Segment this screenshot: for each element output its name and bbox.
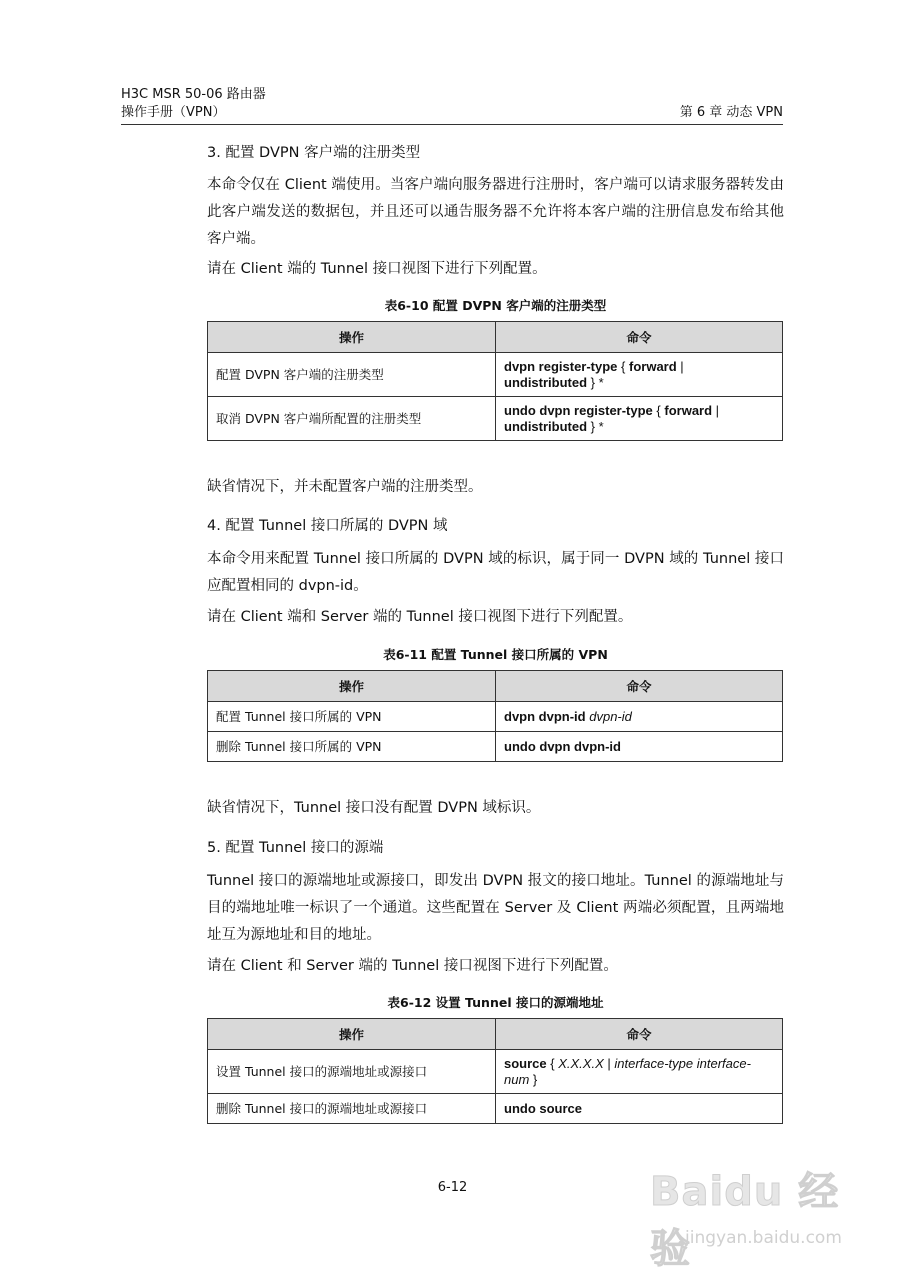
operation-cell: 配置 DVPN 客户端的注册类型: [208, 353, 496, 397]
operation-cell: 取消 DVPN 客户端所配置的注册类型: [208, 397, 496, 441]
header-rule: [121, 124, 783, 125]
table-header-row: [208, 671, 783, 702]
table-header-row: [208, 322, 783, 353]
table-row: [208, 353, 783, 397]
table-row: [208, 732, 783, 762]
command-syntax: |: [603, 1055, 615, 1071]
chapter-title: 第 6 章 动态 VPN: [679, 105, 783, 120]
command-keyword: forward: [664, 402, 713, 418]
table-row: [208, 397, 783, 441]
command-keyword: source: [504, 1055, 547, 1071]
command-syntax: }: [529, 1071, 538, 1087]
column-header-command: 命令: [496, 1019, 783, 1050]
command-argument: dvpn-id: [589, 708, 632, 724]
command-argument: interface-type interface-num: [504, 1055, 751, 1087]
table-6-11-caption: 表6-11 配置 Tunnel 接口所属的 VPN: [383, 647, 608, 662]
table-6-12-caption: 表6-12 设置 Tunnel 接口的源端地址: [387, 995, 604, 1010]
command-cell: [496, 1094, 783, 1124]
running-header-left: [121, 86, 266, 122]
column-header-operation: 操作: [208, 1019, 496, 1050]
section-4-default-note: 缺省情况下，Tunnel 接口没有配置 DVPN 域标识。: [207, 800, 541, 816]
command-cell: [496, 1050, 783, 1094]
operation-cell: 删除 Tunnel 接口所属的 VPN: [208, 732, 496, 762]
section-4-heading: 4. 配置 Tunnel 接口所属的 DVPN 域: [207, 518, 448, 534]
command-syntax: {: [652, 402, 665, 418]
section-5-heading: 5. 配置 Tunnel 接口的源端: [207, 840, 384, 856]
command-cell: [496, 397, 783, 441]
table-row: [208, 1050, 783, 1094]
page-number: 6-12: [437, 1180, 468, 1195]
table-header-row: [208, 1019, 783, 1050]
section-3-paragraph-1: 本命令仅在 Client 端使用。当客户端向服务器进行注册时，客户端可以请求服务器转发由此客户端发送的数据包，并且还可以通告服务器不允许将本客户端的注册信息发布给其他客户端。: [207, 177, 784, 247]
table-row: [208, 702, 783, 732]
table-6-10: [207, 321, 783, 441]
command-syntax: |: [712, 402, 720, 418]
section-5-paragraph-1: Tunnel 接口的源端地址或源接口，即发出 DVPN 报文的接口地址。Tunnel 的源端地址与目的端地址唯一标识了一个通道。这些配置在 Server 及 Client 两端必须配置，且两端地址互为源地址和目的地址。: [207, 873, 784, 943]
command-keyword: dvpn register-type: [504, 358, 618, 374]
section-4-paragraph-1: 本命令用来配置 Tunnel 接口所属的 DVPN 域的标识，属于同一 DVPN 域的 Tunnel 接口应配置相同的 dvpn-id。: [207, 551, 784, 594]
watermark-url: jingyan.baidu.com: [685, 1228, 842, 1248]
table-row: [208, 1094, 783, 1124]
operation-cell: 设置 Tunnel 接口的源端地址或源接口: [208, 1050, 496, 1094]
operation-cell: 删除 Tunnel 接口的源端地址或源接口: [208, 1094, 496, 1124]
product-name: H3C MSR 50-06 路由器: [121, 87, 266, 102]
command-cell: [496, 732, 783, 762]
command-keyword: undistributed: [504, 374, 588, 390]
command-argument: X.X.X.X: [558, 1055, 604, 1071]
section-3-heading: 3. 配置 DVPN 客户端的注册类型: [207, 145, 421, 161]
table-6-11: [207, 670, 783, 762]
section-5-paragraph-2: 请在 Client 和 Server 端的 Tunnel 接口视图下进行下列配置。: [207, 958, 618, 974]
table-6-10-caption: 表6-10 配置 DVPN 客户端的注册类型: [384, 298, 607, 313]
column-header-command: 命令: [496, 322, 783, 353]
manual-name: 操作手册（VPN）: [121, 105, 226, 120]
section-3-paragraph-2: 请在 Client 端的 Tunnel 接口视图下进行下列配置。: [207, 261, 547, 277]
command-keyword: forward: [629, 358, 677, 374]
command-syntax: {: [546, 1055, 559, 1071]
command-cell: [496, 702, 783, 732]
section-3-default-note: 缺省情况下，并未配置客户端的注册类型。: [207, 479, 483, 495]
column-header-command: 命令: [496, 671, 783, 702]
command-syntax: } *: [587, 374, 604, 390]
command-keyword: undistributed: [504, 418, 588, 434]
command-cell: [496, 353, 783, 397]
command-keyword: dvpn dvpn-id: [504, 708, 586, 724]
command-keyword: undo dvpn register-type: [504, 402, 653, 418]
section-4-paragraph-2: 请在 Client 端和 Server 端的 Tunnel 接口视图下进行下列配置。: [207, 609, 633, 625]
command-syntax: } *: [587, 418, 604, 434]
baidu-jingyan-watermark: [640, 1140, 870, 1272]
command-keyword: undo source: [504, 1100, 583, 1116]
table-6-12: [207, 1018, 783, 1124]
column-header-operation: 操作: [208, 671, 496, 702]
command-syntax: |: [676, 358, 684, 374]
operation-cell: 配置 Tunnel 接口所属的 VPN: [208, 702, 496, 732]
column-header-operation: 操作: [208, 322, 496, 353]
command-keyword: undo dvpn dvpn-id: [504, 738, 621, 754]
command-syntax: {: [617, 358, 629, 374]
watermark-logo: Baidu 经验: [650, 1169, 840, 1272]
